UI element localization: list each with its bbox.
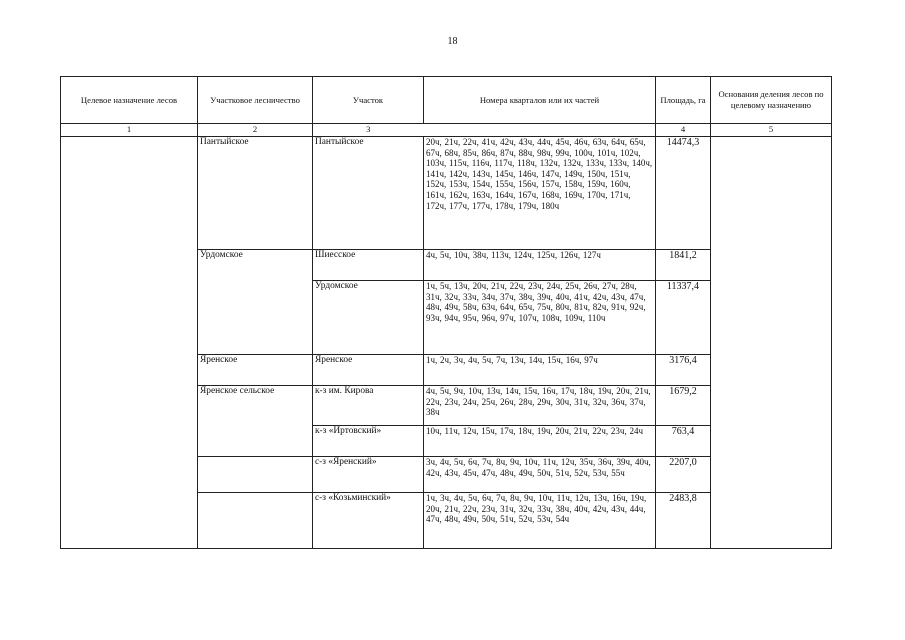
area-cell: 1841,2 (656, 250, 711, 281)
forestry-cell: Яренское (198, 355, 313, 386)
header-basis: Основания деления лесов по целевому назначению (711, 77, 832, 124)
column-number: 4 (656, 124, 711, 137)
forestry-cell: Пантыйское (198, 137, 313, 250)
column-number: 2 (198, 124, 313, 137)
header-quarters: Номера кварталов или их частей (424, 77, 656, 124)
header-forestry: Участковое лесничество (198, 77, 313, 124)
forest-purpose-table (60, 76, 832, 549)
quarters-cell: 10ч, 11ч, 12ч, 15ч, 17ч, 18ч, 19ч, 20ч, 21ч, 22ч, 23ч, 24ч (424, 426, 656, 457)
header-purpose: Целевое назначение лесов (61, 77, 198, 124)
area-cell: 2207,0 (656, 457, 711, 493)
page-number: 18 (447, 36, 458, 47)
forestry-cell (198, 281, 313, 355)
column-number: 1 (61, 124, 198, 137)
site-cell: с-з «Козьминский» (313, 493, 424, 549)
forestry-cell: Яренское сельское (198, 386, 313, 426)
column-number: 5 (711, 124, 832, 137)
quarters-cell: 20ч, 21ч, 22ч, 41ч, 42ч, 43ч, 44ч, 45ч, 46ч, 63ч, 64ч, 65ч, 67ч, 68ч, 85ч, 86ч, 87ч, 88ч, 98ч, 99ч, 100ч, 101ч, 102ч, 103ч, 115ч, 116ч, 117ч, 118ч, 132ч, 132ч, 133ч, 133ч, 140ч, 141ч, 142ч, 143ч, 145ч, 146ч, 147ч, 149ч, 150ч, 151ч, 152ч, 153ч, 154ч, 155ч, 156ч, 157ч, 158ч, 159ч, 160ч, 161ч, 162ч, 163ч, 164ч, 167ч, 168ч, 169ч, 170ч, 171ч, 172ч, 177ч, 177ч, 178ч, 179ч, 180ч (424, 137, 656, 250)
site-cell: Шиесское (313, 250, 424, 281)
quarters-cell: 4ч, 5ч, 9ч, 10ч, 13ч, 14ч, 15ч, 16ч, 17ч, 18ч, 19ч, 20ч, 21ч, 22ч, 23ч, 24ч, 25ч, 26ч, 28ч, 29ч, 30ч, 31ч, 32ч, 36ч, 37ч, 38ч (424, 386, 656, 426)
quarters-cell: 1ч, 5ч, 13ч, 20ч, 21ч, 22ч, 23ч, 24ч, 25ч, 26ч, 27ч, 28ч, 31ч, 32ч, 33ч, 34ч, 37ч, 38ч, 39ч, 40ч, 41ч, 42ч, 43ч, 47ч, 48ч, 49ч, 58ч, 63ч, 64ч, 65ч, 75ч, 80ч, 81ч, 82ч, 91ч, 92ч, 93ч, 94ч, 95ч, 96ч, 97ч, 107ч, 108ч, 109ч, 110ч (424, 281, 656, 355)
table-row (61, 137, 832, 250)
quarters-cell: 1ч, 3ч, 4ч, 5ч, 6ч, 7ч, 8ч, 9ч, 10ч, 11ч, 12ч, 13ч, 16ч, 19ч, 20ч, 21ч, 22ч, 23ч, 31ч, 32ч, 33ч, 38ч, 40ч, 42ч, 43ч, 44ч, 47ч, 48ч, 49ч, 50ч, 51ч, 52ч, 53ч, 54ч (424, 493, 656, 549)
forestry-cell (198, 457, 313, 493)
site-cell: к-з им. Кирова (313, 386, 424, 426)
quarters-cell: 1ч, 2ч, 3ч, 4ч, 5ч, 7ч, 13ч, 14ч, 15ч, 16ч, 97ч (424, 355, 656, 386)
forestry-cell (198, 426, 313, 457)
area-cell: 3176,4 (656, 355, 711, 386)
table-header-row (61, 77, 832, 124)
site-cell: к-з «Иртовский» (313, 426, 424, 457)
column-number-row (61, 124, 832, 137)
site-cell: Яренское (313, 355, 424, 386)
site-cell: Пантыйское (313, 137, 424, 250)
site-cell: Урдомское (313, 281, 424, 355)
area-cell: 2483,8 (656, 493, 711, 549)
quarters-cell: 4ч, 5ч, 10ч, 38ч, 113ч, 124ч, 125ч, 126ч, 127ч (424, 250, 656, 281)
forestry-cell: Урдомское (198, 250, 313, 281)
header-area: Площадь, га (656, 77, 711, 124)
column-number: 3 (313, 124, 424, 137)
area-cell: 1679,2 (656, 386, 711, 426)
header-site: Участок (313, 77, 424, 124)
basis-cell (711, 137, 832, 549)
site-cell: с-з «Яренский» (313, 457, 424, 493)
forestry-cell (198, 493, 313, 549)
purpose-cell (61, 137, 198, 549)
quarters-cell: 3ч, 4ч, 5ч, 6ч, 7ч, 8ч, 9ч, 10ч, 11ч, 12ч, 35ч, 36ч, 39ч, 40ч, 42ч, 43ч, 45ч, 47ч, 48ч, 49ч, 50ч, 51ч, 52ч, 53ч, 55ч (424, 457, 656, 493)
area-cell: 14474,3 (656, 137, 711, 250)
area-cell: 11337,4 (656, 281, 711, 355)
area-cell: 763,4 (656, 426, 711, 457)
column-number (424, 124, 656, 137)
